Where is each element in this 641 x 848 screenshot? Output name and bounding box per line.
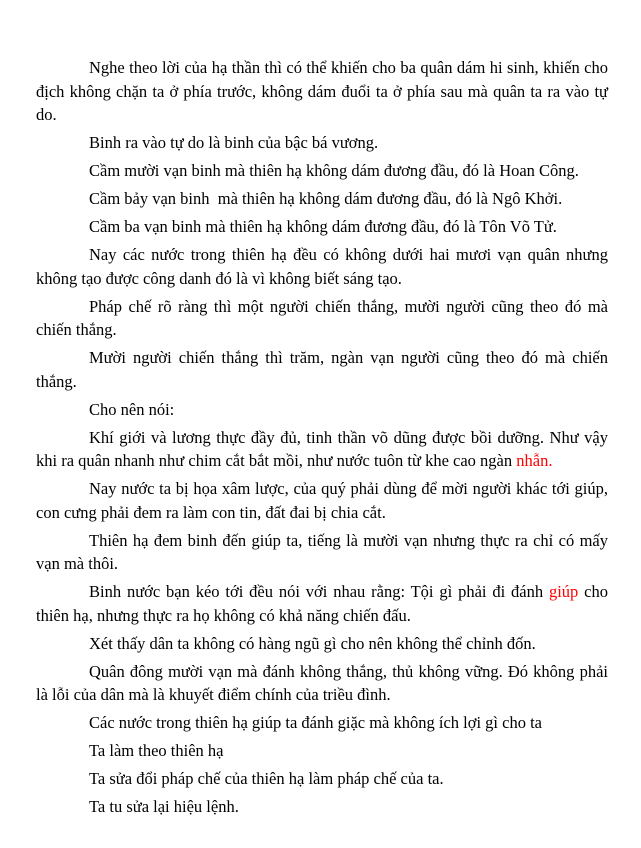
paragraph	[36, 215, 608, 239]
text-run: Khí giới và lương thực đầy đủ, tinh thần võ dũng được bồi dưỡng. Như vậy khi ra quân nhanh như chim cắt bắt mồi, như nước tuôn từ khe cao ngàn	[36, 427, 608, 470]
text-run: Mười người chiến thắng thì trăm, ngàn vạn người cũng theo đó mà chiến thắng.	[36, 348, 608, 391]
text-run: Cầm mười vạn binh mà thiên hạ không dám đương đầu, đó là Hoan Công.	[89, 161, 579, 180]
paragraph	[36, 767, 608, 791]
paragraph	[36, 529, 608, 576]
paragraph	[36, 795, 608, 819]
text-run: Quân đông mười vạn mà đánh không thắng, thủ không vững. Đó không phải là lỗi của dân mà là khuyết điểm chính của triều đình.	[36, 661, 608, 704]
paragraph	[36, 187, 608, 211]
text-run: Nghe theo lời của hạ thần thì có thể khiến cho ba quân dám hi sinh, khiến cho địch không chặn ta ở phía trước, không dám đuổi ta ở phía sau mà quân ta ra vào tự do.	[36, 58, 608, 124]
paragraph	[36, 295, 608, 342]
paragraph	[36, 660, 608, 707]
paragraph	[36, 426, 608, 473]
text-run: Thiên hạ đem binh đến giúp ta, tiếng là mười vạn nhưng thực ra chỉ có mấy vạn mà thôi.	[36, 530, 608, 573]
paragraph	[36, 56, 608, 127]
highlighted-text-run: nhẫn.	[516, 451, 553, 470]
paragraph	[36, 243, 608, 290]
text-run: Cầm bảy vạn binh mà thiên hạ không dám đương đầu, đó là Ngô Khởi.	[89, 189, 563, 208]
text-run: Nay nước ta bị họa xâm lược, của quý phải dùng để mời người khác tới giúp, con cưng phải đem ra làm con tin, đất đai bị chia cắt.	[36, 479, 608, 522]
paragraph	[36, 346, 608, 393]
paragraph	[36, 131, 608, 155]
text-run: Pháp chế rõ ràng thì một người chiến thắng, mười người cũng theo đó mà chiến thắng.	[36, 296, 608, 339]
text-run: Xét thấy dân ta không có hàng ngũ gì cho nên không thể chỉnh đốn.	[89, 633, 536, 653]
paragraph	[36, 632, 608, 656]
paragraph	[36, 711, 608, 735]
text-run: Ta sửa đổi pháp chế của thiên hạ làm pháp chế của ta.	[89, 769, 444, 788]
paragraph	[36, 580, 608, 627]
text-run: Binh ra vào tự do là binh của bậc bá vương.	[89, 133, 379, 152]
paragraph	[36, 398, 608, 422]
paragraph	[36, 739, 608, 763]
text-run: Cho nên nói:	[89, 399, 175, 419]
text-run: Binh nước bạn kéo tới đều nói với nhau rằng: Tội gì phải đi đánh	[89, 582, 549, 601]
text-run: Ta tu sửa lại hiệu lệnh.	[89, 797, 239, 816]
paragraph	[36, 159, 608, 183]
text-run: Ta làm theo thiên hạ	[89, 741, 224, 760]
text-run: Cầm ba vạn binh mà thiên hạ không dám đương đầu, đó là Tôn Võ Tử.	[89, 217, 557, 236]
document-body	[36, 56, 608, 819]
text-run: cho thiên hạ, nhưng thực ra họ không có khả năng chiến đấu.	[36, 582, 608, 625]
paragraph	[36, 477, 608, 524]
text-run: Các nước trong thiên hạ giúp ta đánh giặc mà không ích lợi gì cho ta	[89, 713, 542, 732]
text-run: Nay các nước trong thiên hạ đều có không dưới hai mươi vạn quân nhưng không tạo được công danh đó là vì không biết sáng tạo.	[36, 245, 608, 288]
highlighted-text-run: giúp	[548, 582, 579, 601]
